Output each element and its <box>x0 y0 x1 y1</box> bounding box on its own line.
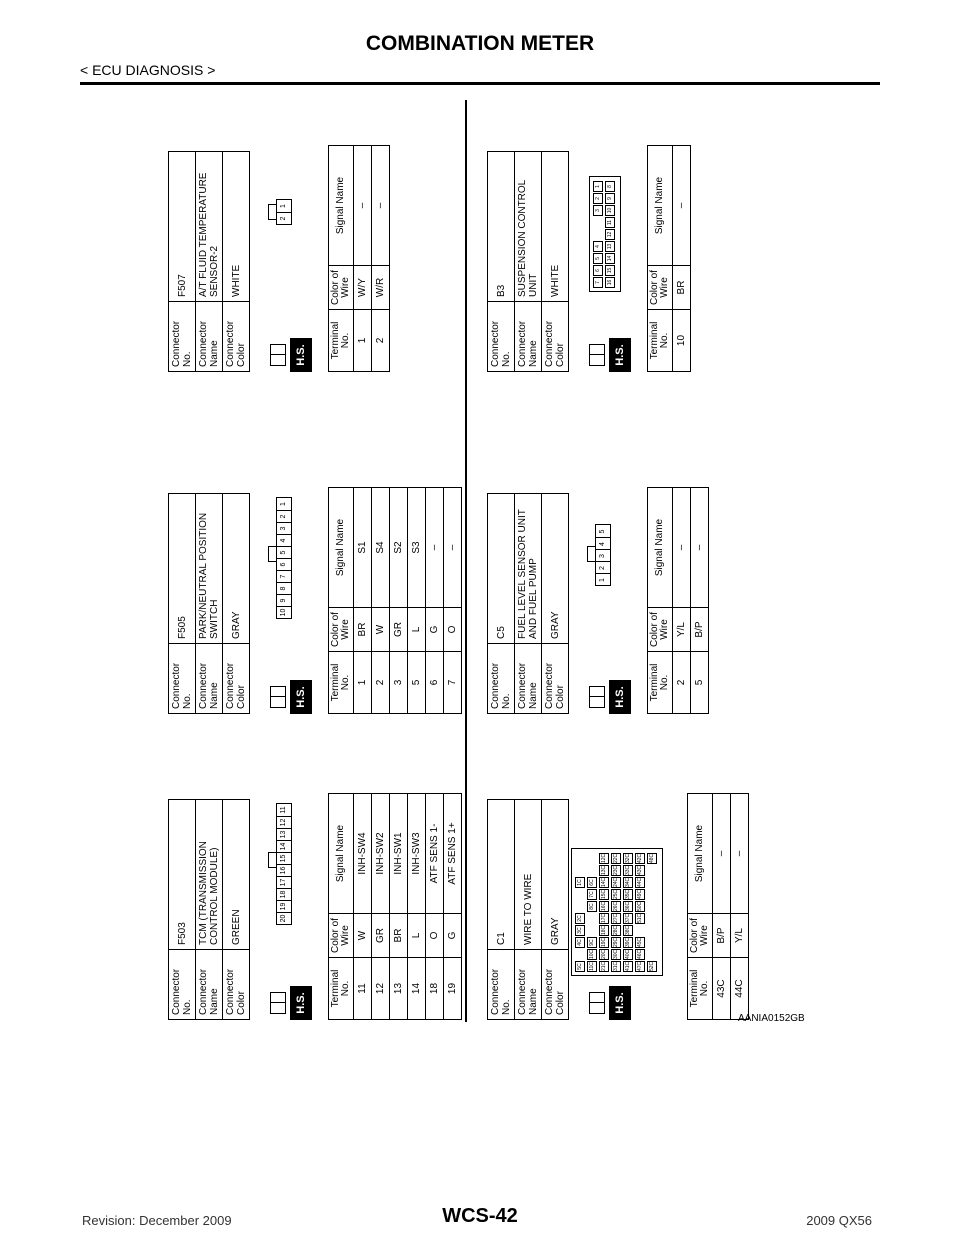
hs-badge: H.S. <box>290 986 312 1020</box>
signal-name: – <box>372 146 390 266</box>
connector-pin: 4 <box>593 241 603 252</box>
connector-pin: 6 <box>593 265 603 276</box>
connector-pin: 6C <box>587 877 597 888</box>
terminal-number: 11 <box>354 958 372 1020</box>
connector-pin: 16 <box>605 277 615 288</box>
connector-color: GREEN <box>223 800 250 950</box>
connector-name: SUSPENSION CONTROL UNIT <box>515 152 542 302</box>
connector-pin: 16C <box>601 901 607 911</box>
connector-pin <box>647 937 657 948</box>
column-header: Color of Wire <box>688 914 713 958</box>
connector-panel-b3 <box>487 102 691 372</box>
connector-pin: 2C <box>575 913 585 924</box>
table-row <box>426 794 444 1020</box>
table-row <box>354 146 372 372</box>
connector-pin: 12C <box>601 853 607 863</box>
connector-pin: 52C <box>649 961 655 971</box>
terminal-table <box>328 793 462 1020</box>
connector-pin: 48C <box>649 853 655 863</box>
terminal-table <box>647 145 691 372</box>
connector-pin <box>647 949 657 960</box>
signal-name: S1 <box>354 488 372 608</box>
info-label: Connector Name <box>515 950 542 1020</box>
connector-pin: 37C <box>625 913 631 923</box>
terminal-number: 10 <box>673 310 691 372</box>
info-label: Connector Color <box>223 644 250 714</box>
book-icon <box>579 986 631 1020</box>
connector-pin: 15 <box>605 265 615 276</box>
connector-info-table <box>487 799 569 1020</box>
table-row <box>673 488 691 714</box>
terminal-number: 5 <box>691 652 709 714</box>
column-divider <box>465 100 467 1022</box>
connector-pin: 21C <box>601 961 607 971</box>
wire-color: GR <box>372 914 390 958</box>
book-icon <box>260 338 312 372</box>
connector-pin: 38C <box>625 925 631 935</box>
section-label: < ECU DIAGNOSIS > <box>80 62 216 78</box>
connector-number: C1 <box>488 800 515 950</box>
model-year: 2009 QX56 <box>806 1213 872 1228</box>
connector-pin-diagram <box>595 525 611 587</box>
signal-name: INH-SW3 <box>408 794 426 914</box>
terminal-number: 44C <box>731 958 749 1020</box>
connector-pin <box>647 925 657 936</box>
connector-pin: 28C <box>613 925 619 935</box>
connector-pin: 3 <box>277 522 291 534</box>
connector-pin: 30C <box>613 949 619 959</box>
connector-pin: 19C <box>601 937 607 947</box>
connector-pin: 33C <box>625 865 631 875</box>
signal-name: – <box>354 146 372 266</box>
connector-pin: 9C <box>587 937 597 948</box>
info-label: Connector No. <box>169 950 196 1020</box>
column-header: Terminal No. <box>648 310 673 372</box>
connector-face <box>569 102 647 372</box>
connector-pin: 25C <box>613 889 619 899</box>
column-header: Signal Name <box>648 146 673 266</box>
connector-pin: 51C <box>637 913 643 923</box>
connector-face <box>250 750 328 1020</box>
connector-pin: 1 <box>596 574 610 586</box>
connector-pin-grid <box>589 176 621 292</box>
connector-pin: 8 <box>605 181 615 192</box>
connector-name: PARK/NEUTRAL POSITION SWITCH <box>196 494 223 644</box>
connector-name: TCM (TRANSMISSION CONTROL MODULE) <box>196 800 223 950</box>
signal-name: ATF SENS 1+ <box>444 794 462 914</box>
connector-pin: 19 <box>277 900 291 912</box>
wire-color: W <box>372 608 390 652</box>
wire-color: W <box>354 914 372 958</box>
wire-color: Y/L <box>673 608 691 652</box>
connector-pin: 3 <box>596 550 610 562</box>
connector-pin: 5 <box>277 546 291 558</box>
connector-pin <box>587 925 597 936</box>
connector-pin: 6 <box>277 558 291 570</box>
connector-pin: 5 <box>593 253 603 264</box>
connector-pin <box>575 949 585 960</box>
connector-info-table <box>487 151 569 372</box>
signal-name: – <box>673 488 691 608</box>
connector-lock-tab <box>587 546 595 562</box>
connector-face <box>569 444 647 714</box>
connector-pin: 17C <box>601 913 607 923</box>
connector-pin: 17 <box>277 876 291 888</box>
terminal-table <box>647 487 709 714</box>
terminal-table <box>328 145 390 372</box>
info-label: Connector Color <box>542 302 569 372</box>
connector-pin: 2 <box>596 562 610 574</box>
connector-pin: 34C <box>625 877 631 887</box>
column-header: Signal Name <box>329 794 354 914</box>
column-header: Signal Name <box>329 488 354 608</box>
connector-pin: 1 <box>280 502 287 506</box>
connector-color: WHITE <box>542 152 569 302</box>
column-header: Signal Name <box>648 488 673 608</box>
connector-pin: 47C <box>637 961 643 971</box>
connector-pin: 11 <box>605 217 615 228</box>
table-row <box>691 488 709 714</box>
column-header: Terminal No. <box>648 652 673 714</box>
signal-name: S2 <box>390 488 408 608</box>
terminal-number: 12 <box>372 958 390 1020</box>
terminal-number: 2 <box>372 652 390 714</box>
connector-pin <box>587 913 597 924</box>
connector-pin: 41C <box>625 961 631 971</box>
signal-name: – <box>673 146 691 266</box>
page-title: COMBINATION METER <box>365 32 595 55</box>
table-row <box>444 794 462 1020</box>
connector-name: WIRE TO WIRE <box>515 800 542 950</box>
wire-color: L <box>408 914 426 958</box>
signal-name: INH-SW1 <box>390 794 408 914</box>
connector-pin: 49C <box>637 889 643 899</box>
wire-color: B/P <box>691 608 709 652</box>
info-label: Connector Color <box>542 644 569 714</box>
connector-pin <box>635 925 645 936</box>
table-row <box>354 794 372 1020</box>
column-header: Color of Wire <box>329 608 354 652</box>
connector-number: F507 <box>169 152 196 302</box>
wire-color: G <box>426 608 444 652</box>
table-row <box>390 794 408 1020</box>
connector-pin: 42C <box>637 853 643 863</box>
connector-lock-tab <box>268 546 276 562</box>
connector-pin: 13C <box>601 865 607 875</box>
connector-pin: 1 <box>280 204 287 208</box>
connector-info-table <box>168 799 250 1020</box>
info-label: Connector Name <box>196 950 223 1020</box>
info-label: Connector Color <box>223 302 250 372</box>
connector-pin <box>647 901 657 912</box>
terminal-table <box>687 793 749 1020</box>
wire-color: Y/L <box>731 914 749 958</box>
hs-badge: H.S. <box>609 680 631 714</box>
connector-number: F505 <box>169 494 196 644</box>
terminal-number: 1 <box>354 310 372 372</box>
connector-pin-grid <box>571 848 663 976</box>
connector-pin: 50C <box>637 901 643 911</box>
column-header: Color of Wire <box>648 608 673 652</box>
connector-pin: 13 <box>277 828 291 840</box>
column-header: Color of Wire <box>648 266 673 310</box>
connector-name: FUEL LEVEL SENSOR UNIT AND FUEL PUMP <box>515 494 542 644</box>
connector-pin: 18 <box>277 888 291 900</box>
figure-id: AANIA0152GB <box>738 1013 805 1024</box>
terminal-table <box>328 487 462 714</box>
signal-name: INH-SW4 <box>354 794 372 914</box>
terminal-number: 5 <box>408 652 426 714</box>
book-icon <box>579 338 631 372</box>
connector-pin: 12 <box>605 229 615 240</box>
connector-pin: 10 <box>277 606 291 618</box>
column-header: Terminal No. <box>329 958 354 1020</box>
table-row <box>426 488 444 714</box>
connector-pin: 20C <box>601 949 607 959</box>
connector-pin: 35C <box>625 889 631 899</box>
table-row <box>408 488 426 714</box>
connector-pin: 2 <box>277 510 291 522</box>
connector-pin: 13 <box>605 241 615 252</box>
wire-color: O <box>426 914 444 958</box>
connector-pin: 8C <box>587 901 597 912</box>
connector-number: C5 <box>488 494 515 644</box>
page-number: WCS-42 <box>442 1205 518 1227</box>
signal-name: INH-SW2 <box>372 794 390 914</box>
table-row <box>390 488 408 714</box>
revision-date: Revision: December 2009 <box>82 1213 232 1228</box>
info-label: Connector Name <box>196 302 223 372</box>
connector-pin: 3 <box>593 205 603 216</box>
connector-panel-f507 <box>168 102 390 372</box>
connector-panel-c1 <box>487 750 749 1020</box>
book-icon <box>260 986 312 1020</box>
connector-name: A/T FLUID TEMPERATURE SENSOR-2 <box>196 152 223 302</box>
connector-pin: 4 <box>277 534 291 546</box>
signal-name: S3 <box>408 488 426 608</box>
column-header: Color of Wire <box>329 266 354 310</box>
column-header: Signal Name <box>688 794 713 914</box>
connector-pin <box>593 229 603 240</box>
table-row <box>372 488 390 714</box>
connector-pin: 9 <box>605 193 615 204</box>
connector-lock-tab <box>268 204 276 220</box>
wire-color: BR <box>673 266 691 310</box>
terminal-number: 43C <box>713 958 731 1020</box>
info-label: Connector Color <box>542 950 569 1020</box>
connector-pin <box>575 901 585 912</box>
wire-color: G <box>444 914 462 958</box>
connector-pin: 27C <box>613 913 619 923</box>
connector-pin: 14C <box>601 877 607 887</box>
connector-pin: 45C <box>637 937 643 947</box>
info-label: Connector No. <box>488 644 515 714</box>
hs-badge: H.S. <box>290 680 312 714</box>
connector-pin: 5C <box>575 961 585 972</box>
table-row <box>372 794 390 1020</box>
connector-pin: 9 <box>277 594 291 606</box>
connector-pin-diagram <box>276 497 292 619</box>
connector-pin <box>575 889 585 900</box>
connector-pin: 11 <box>280 806 287 814</box>
info-label: Connector No. <box>169 644 196 714</box>
connector-pin: 3C <box>575 925 585 936</box>
terminal-number: 3 <box>390 652 408 714</box>
connector-pin: 39C <box>625 937 631 947</box>
connector-pin-diagram <box>276 199 292 225</box>
terminal-number: 1 <box>354 652 372 714</box>
hs-badge: H.S. <box>609 986 631 1020</box>
signal-name: – <box>731 794 749 914</box>
connector-pin <box>647 889 657 900</box>
wire-color: B/P <box>713 914 731 958</box>
connector-pin: 15C <box>601 889 607 899</box>
info-label: Connector No. <box>488 950 515 1020</box>
connector-pin <box>647 865 657 876</box>
info-label: Connector Color <box>223 950 250 1020</box>
connector-pin: 1C <box>575 877 585 888</box>
terminal-number: 13 <box>390 958 408 1020</box>
column-header: Color of Wire <box>329 914 354 958</box>
signal-name: ATF SENS 1- <box>426 794 444 914</box>
wire-color: BR <box>390 914 408 958</box>
connector-face <box>250 444 328 714</box>
connector-panel-c5 <box>487 444 709 714</box>
connector-pin: 40C <box>625 949 631 959</box>
connector-face <box>250 102 328 372</box>
signal-name: – <box>691 488 709 608</box>
terminal-number: 18 <box>426 958 444 1020</box>
connector-pin-diagram <box>276 803 292 925</box>
signal-name: – <box>713 794 731 914</box>
connector-pin: 16 <box>277 864 291 876</box>
wire-color: GR <box>390 608 408 652</box>
column-header: Signal Name <box>329 146 354 266</box>
terminal-number: 2 <box>372 310 390 372</box>
connector-pin: 15 <box>277 852 291 864</box>
wire-color: W/Y <box>354 266 372 310</box>
connector-pin: 4 <box>596 538 610 550</box>
connector-pin: 1 <box>593 181 603 192</box>
book-icon <box>579 680 631 714</box>
header-rule <box>80 82 880 85</box>
wire-color: BR <box>354 608 372 652</box>
connector-pin: 29C <box>613 937 619 947</box>
column-header: Terminal No. <box>329 652 354 714</box>
connector-pin: 7C <box>587 889 597 900</box>
info-label: Connector Name <box>515 302 542 372</box>
wire-color: W/R <box>372 266 390 310</box>
connector-color: GRAY <box>542 494 569 644</box>
connector-face <box>569 750 687 1020</box>
hs-badge: H.S. <box>609 338 631 372</box>
terminal-number: 7 <box>444 652 462 714</box>
connector-pin: 8 <box>277 582 291 594</box>
column-header: Terminal No. <box>688 958 713 1020</box>
connector-pin: 23C <box>613 865 619 875</box>
connector-info-table <box>168 151 250 372</box>
connector-number: F503 <box>169 800 196 950</box>
hs-badge: H.S. <box>290 338 312 372</box>
connector-color: GRAY <box>223 494 250 644</box>
connector-pin <box>647 877 657 888</box>
connector-pin: 36C <box>625 901 631 911</box>
connector-pin: 14 <box>605 253 615 264</box>
connector-pin: 5 <box>599 529 606 534</box>
info-label: Connector No. <box>169 302 196 372</box>
table-row <box>731 794 749 1020</box>
connector-pin: 24C <box>613 877 619 887</box>
terminal-number: 19 <box>444 958 462 1020</box>
connector-pin: 2 <box>593 193 603 204</box>
connector-pin: 4C <box>575 937 585 948</box>
connector-pin <box>647 913 657 924</box>
terminal-number: 14 <box>408 958 426 1020</box>
table-row <box>673 146 691 372</box>
info-label: Connector No. <box>488 302 515 372</box>
table-row <box>408 794 426 1020</box>
connector-pin: 14 <box>277 840 291 852</box>
connector-pin: 26C <box>613 901 619 911</box>
connector-pin: 7 <box>277 570 291 582</box>
table-row <box>444 488 462 714</box>
book-icon <box>260 680 312 714</box>
connector-pin: 12 <box>277 816 291 828</box>
signal-name: – <box>444 488 462 608</box>
terminal-number: 6 <box>426 652 444 714</box>
connector-info-table <box>487 493 569 714</box>
terminal-number: 2 <box>673 652 691 714</box>
signal-name: – <box>426 488 444 608</box>
signal-name: S4 <box>372 488 390 608</box>
wire-color: L <box>408 608 426 652</box>
connector-pin: 7 <box>593 277 603 288</box>
connector-pin: 18C <box>601 925 607 935</box>
table-row <box>354 488 372 714</box>
connector-lock-tab <box>268 852 276 868</box>
connector-panel-f505 <box>168 444 462 714</box>
column-header: Terminal No. <box>329 310 354 372</box>
connector-pin: 44C <box>637 877 643 887</box>
connector-pin: 10C <box>589 949 595 959</box>
info-label: Connector Name <box>515 644 542 714</box>
connector-pin: 2 <box>277 212 291 224</box>
connector-pin: 10 <box>605 205 615 216</box>
connector-pin: 43C <box>637 865 643 875</box>
table-row <box>713 794 731 1020</box>
connector-pin: 32C <box>625 853 631 863</box>
wire-color: O <box>444 608 462 652</box>
connector-pin: 31C <box>613 961 619 971</box>
connector-info-table <box>168 493 250 714</box>
connector-number: B3 <box>488 152 515 302</box>
connector-pin: 20 <box>277 912 291 924</box>
connector-pin: 22C <box>613 853 619 863</box>
connector-pin: 46C <box>637 949 643 959</box>
connector-color: WHITE <box>223 152 250 302</box>
table-row <box>372 146 390 372</box>
connector-pin: 11C <box>589 962 595 971</box>
connector-color: GRAY <box>542 800 569 950</box>
connector-panel-f503 <box>168 750 462 1020</box>
info-label: Connector Name <box>196 644 223 714</box>
connector-pin <box>593 217 603 228</box>
